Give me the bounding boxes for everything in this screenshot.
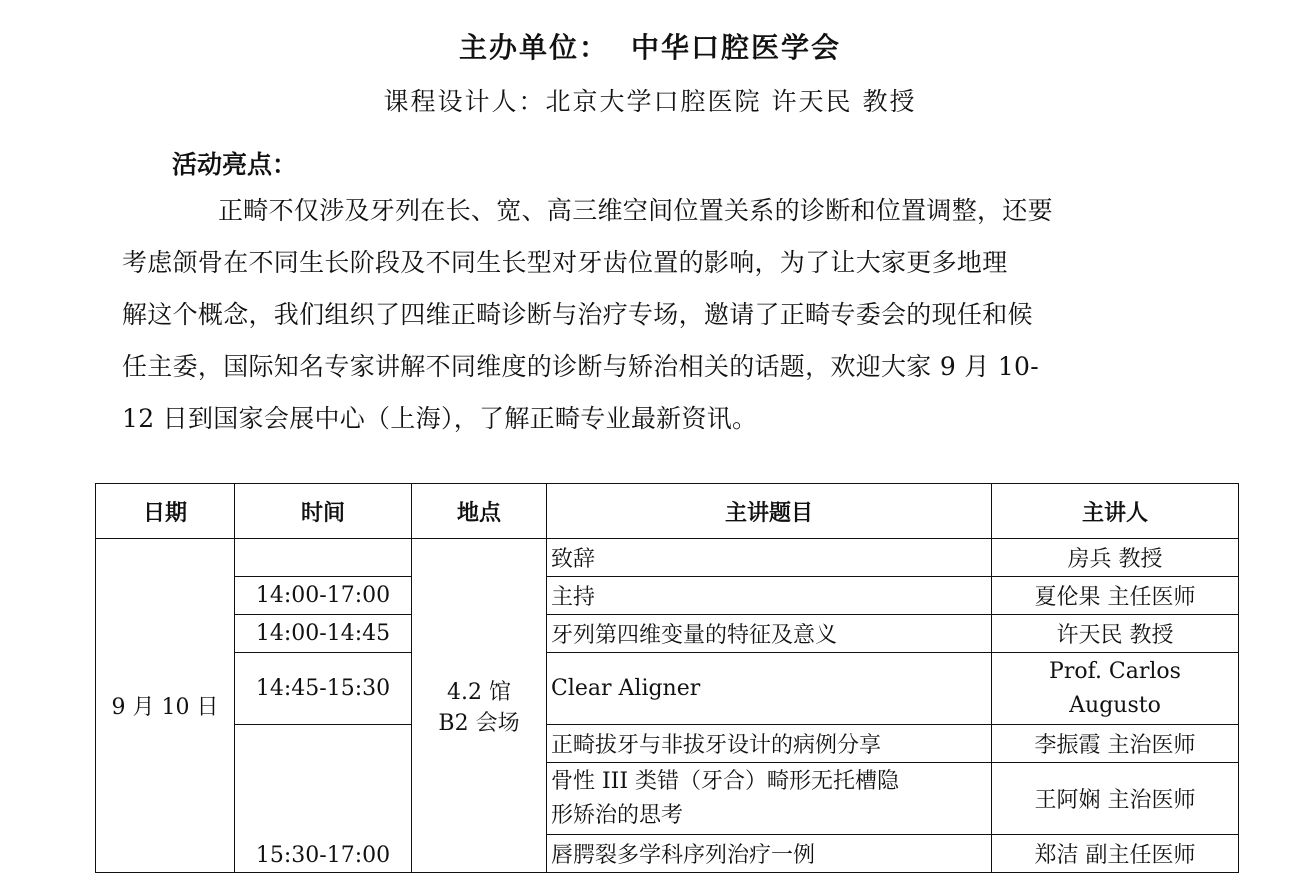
table-row: [96, 653, 1239, 725]
topic-cell: [547, 763, 992, 835]
table-row: [96, 539, 1239, 577]
speaker-cell: 夏伦果 主任医师: [992, 577, 1239, 615]
time-cell: 14:00-14:45: [235, 615, 412, 653]
time-cell: [235, 539, 412, 577]
highlights-title: 活动亮点：: [172, 150, 298, 179]
venue-hall: 4.2 馆: [447, 679, 511, 705]
topic-cell: 正畸拔牙与非拔牙设计的病例分享: [547, 725, 992, 763]
paragraph-line: 12 日到国家会展中心（上海），了解正畸专业最新资讯。: [122, 404, 758, 433]
speaker-cell: 许天民 教授: [992, 615, 1239, 653]
paragraph-line: 考虑颌骨在不同生长阶段及不同生长型对牙齿位置的影响，为了让大家更多地理: [122, 248, 1008, 277]
topic-cell: 致辞: [547, 539, 992, 577]
paragraph-line: 解这个概念，我们组织了四维正畸诊断与治疗专场，邀请了正畸专委会的现任和候: [122, 300, 1033, 329]
highlights-paragraph: [122, 188, 1222, 448]
time-cell: 15:30-17:00: [235, 725, 412, 873]
table-row: [96, 615, 1239, 653]
header-venue: 地点: [412, 484, 547, 539]
topic-cell: Clear Aligner: [547, 653, 992, 725]
speaker-cell: 郑洁 副主任医师: [992, 835, 1239, 873]
speaker-line: Augusto: [1069, 692, 1161, 718]
speaker-cell: 王阿娴 主治医师: [992, 763, 1239, 835]
venue-cell: [412, 539, 547, 873]
topic-cell: 牙列第四维变量的特征及意义: [547, 615, 992, 653]
header-speaker: 主讲人: [992, 484, 1239, 539]
speaker-line: Prof. Carlos: [1049, 658, 1181, 684]
date-cell: 9 月 10 日: [96, 539, 235, 873]
table-row: [96, 577, 1239, 615]
topic-cell: 唇腭裂多学科序列治疗一例: [547, 835, 992, 873]
header-time: 时间: [235, 484, 412, 539]
organizer-label: 主办单位：: [458, 31, 609, 64]
paragraph-line: 正畸不仅涉及牙列在长、宽、高三维空间位置关系的诊断和位置调整，还要: [218, 196, 1053, 225]
header-date: 日期: [96, 484, 235, 539]
table-header-row: [96, 484, 1239, 539]
speaker-cell: 李振霞 主治医师: [992, 725, 1239, 763]
organizer-name: 中华口腔医学会: [631, 31, 842, 64]
organizer-line: [0, 26, 1300, 66]
paragraph-line: 任主委，国际知名专家讲解不同维度的诊断与矫治相关的话题，欢迎大家 9 月 10-: [122, 352, 1040, 381]
speaker-cell: [992, 653, 1239, 725]
venue-room: B2 会场: [438, 710, 520, 736]
schedule-table: [95, 483, 1239, 873]
course-designer: 课程设计人：北京大学口腔医院 许天民 教授: [383, 87, 917, 116]
table-row: [96, 725, 1239, 763]
topic-line: 骨性 III 类错（牙合）畸形无托槽隐: [551, 768, 900, 794]
header-topic: 主讲题目: [547, 484, 992, 539]
speaker-cell: 房兵 教授: [992, 539, 1239, 577]
topic-line: 形矫治的思考: [551, 802, 684, 828]
time-cell: 14:45-15:30: [235, 653, 412, 725]
time-cell: 14:00-17:00: [235, 577, 412, 615]
topic-cell: 主持: [547, 577, 992, 615]
